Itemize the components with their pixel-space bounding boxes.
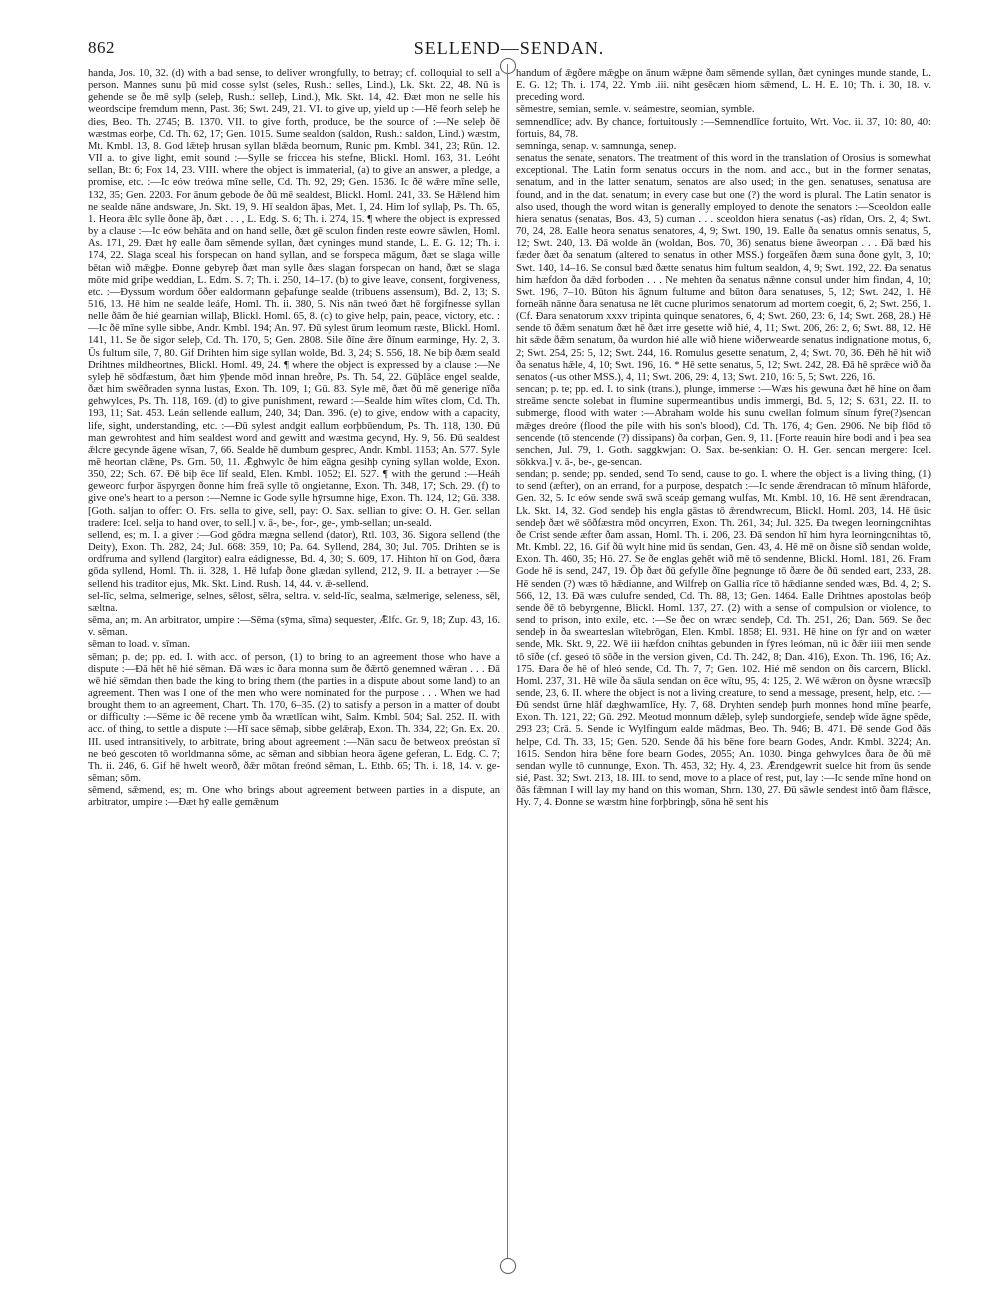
entry-sendan: sendan; p. sende; pp. sended, send To send, cause to go. I. where the object is a living thing, (1) to send (æfter), on an errand, for a purpose, despatch :—Ic sende ǣrendracan tō mīnum hlāforde, Gen. 32, 5. Ic eów sende swā swā sceáp gemang wulfas, Mt. Kmbl. 10, 16. Hē sent ǣrendracan, Lk. Skt. 14, 32. God sendeþ his engla gāstas tō ǣrendwrecum, Blickl. Homl. 203, 14. Hē ūsic sendeþ ðæt wē sōðfæstra mōd oncyrren, Exon. Th. 261, 34; Jul. 325. Ða twegen leorningcnihtas ðe Crist sende æfter ðam assan, Homl. Th. i. 206, 23. Ðā sendon hī him hyra leorningcnihtas tō, Mt. Kmbl. 22, 16. Gif ðū wylt hine mid ūs sendan, Gen. 43, 4. Hē mē on ðisne sīð sendan wolde, Exon. Th. 460, 35; Hö. 27. Se ðe englas gehēt wið mē tō sendenne, Blickl. Homl. 181, 26. Fram Gode hē is send, 247, 19. Ōþ ðæt ðū gefylle ðīne þegnunge tō ðære ðe ðū sended eart, 233, 28. Hē senden (?) wæs tō hǣdianne, and Wilfreþ on Gallia rīce tō hǣdianne sended wæs, Bd. 4, 2; S. 566, 12, 13. Ðā wæs culufre sended, Cd. Th. 88, 13; Gen. 1464. Ealle Drihtnes apostolas beóþ sende ðē tō bebyrgenne, Blickl. Homl. 137, 27. (2) with a sense of compulsion or violence, to send to prison, into exile, etc. :—Se ðec on wræc sendeþ, Cd. Th. 251, 26; Dan. 569. Se ðec sendeþ in ða swearteslan wītebrōgan, Elen. Kmbl. 1858; El. 931. Hē hine on fȳr and on wæter sende, Mk. Skt. 9, 22. Wē iii hæfdon cnihtas gebunden in fȳres leóman, nū ic ðǣr iiii men sende tō sīðe (cf. geseó tō sōðe in the version given, Cd. Th. 242, 8; Dan. 416), Exon. Th. 196, 16; Az. 175. Ðara ðe hē of hleó sende, Cd. Th. 7, 7; Gen. 102. Hié mē sendon on ðis carcern, Blickl. Homl. 237, 31. Hē wile ða sāula sendan on ēce wītu, 95, 4: 125, 2. Wē wǣron on ðysne wræcsīþ sende, 23, 6. II. where the object is not a living creature, to send a message, present, help, etc. :—Ðū sendst ūrne hlāf dæghwamlīce, Hy. 7, 68. Dryhten sendeþ þurh monnes hond mīne þearfe, Exon. Th. 121, 22; Gū. 292. Meotud monnum dǣleþ, syleþ sundorgiefe, sendeþ wīde āgne spēde, 293 23; Crā. 5. Sende ic Wylfingum ealde mādmas, Beo. Th. 946; B. 471. Ðē sende God ðās helpe, Cd. Th. 33, 15; Gen. 520. Sende ðā his bēne fore bearn Godes, Andr. Kmbl. 3224; An. 1615. Sendon hira bēne fore bearn Godes, 2055; An. 1030. Þinga gehwylces ðara ðe ðū mē sendan wylle tō cunnunge, Exon. Th. 453, 32; Hy. 4, 23. Ǣrendgewrit suelce hit from ūs sende sié, Past. 32; Swt. 213, 18. III. to send, move to a place of rest, put, lay :—Ic sende mīne hond on ðās fǣmnan I will lay my hand on this woman, Shrn. 130, 27. Ðū sāwle sendest intō ðam flǣsce, Hy. 7, 4. Ðonne se wæstm hine forþbringþ, sōna hē sent his [516, 469, 931, 809]
entry-selle-continued: handa, Jos. 10, 32. (d) with a bad sense, to deliver wrongfully, to betray; cf. colloquial to sell a person. Mannes sunu þū mid cosse sylst (seles, Rush.: selles, Lind.), Lk. Skt. 22, 48. Nū is gehende se ðe mē sylþ (seleþ, Rush.: selleþ, Lind.), Mk. Skt. 14, 42. Ðæt mon ne selle his weordscipe fremdum menn, Past. 36; Swt. 249, 21. VI. to give up, yield up :—Hē feorh seleþ he dies, Beo. Th. 2745; B. 1370. VII. to give forth, produce, be the source of :—Ne seleþ ðē wæstmas eorþe, Cd. Th. 62, 17; Gen. 1015. Sume sealdon (saldon, Rush.: saldon, Lind.) wæstm, Mt. Kmbl. 13, 8. God lǣteþ hrusan syllan blǣda beornum, Runic pm. Kmbl. 341, 23; Rūn. 12. VII a. to give light, emit sound :—Sylle se friccea his stefne, Blickl. Homl. 163, 31. Leóht sellan, Bt: 6; Fox 14, 23. VIII. where the object is immaterial, (a) to give an answer, a pledge, a promise, etc. :—Ic eów treówa mīne selle, Cd. Th. 92, 29; Gen. 1536. Ic ðē wǣre mīne selle, 132, 35; Gen. 2203. For ānum gebode ðe ðū mē sealdest, Blickl. Homl. 241, 33. Se Hǣlend him ne sealde nāne andsware, Jn. Skt. 19, 9. Hī sealdon āþas, Met. 1, 24. Him lof syllaþ, Ps. Th. 65, 1. Heora ǣlc sylle ðone āþ, ðæt . . . , L. Edg. S. 6; Th. i. 274, 15. ¶ where the object is expressed by a clause :—Ic eów behāta and on hand selle, ðæt gē sculon finden reste eowre sāwlen, Homl. As. 171, 29. Ðæt hȳ ealle ðam sēmende syllan, ðæt cyninges mund stande, L. E. G. 12; Th. i. 174, 22. Slaga sceal his forspecan on hand syllan, and se forspeca māgum, ðæt se slaga wille bētan wið mǣgþe. Ðonne gebyreþ ðæt man sylle ðæs slagan forspecan on hand, ðæt se slaga mōte mid griþe weddian, L. Edm. S. 7; Th. i. 250, 14–17. (b) to give leave, consent, forgiveness, etc. :—Ðyssum wordum ōðer ealdormann geþafunge sealde (tribuens assensum), Bd. 2, 13; S. 516, 13. Hē him ne sealde leáfe, Homl. Th. ii. 380, 5. Nis nān tweó ðæt hē forgifnesse syllan nelle ðām ðe hié gearnian willaþ, Blickl. Homl. 65, 8. (c) to give help, pain, peace, victory, etc. :—Ic ðē mīne sylle sibbe, Andr. Kmbl. 194; An. 97. Ðū sylest ūrum leomum ræste, Blickl. Homl. 141, 11. Se ðe sigor seleþ, Cd. Th. 170, 5; Gen. 2808. Sile ðīne ǣre ðīnum earminge, Hy. 2, 3. Ūs fultum sile, 7, 80. Gif Drihten him sige syllan wolde, Bd. 3, 24; S. 556, 18. Ne biþ ðæm seald Drihtnes mildheortnes, Blickl. Homl. 49, 24. ¶ where the object is expressed by a clause :—Ne syleþ hē sōdfæstum, ðæt him ȳþende mōd innan hreðre, Ps. Th. 54, 22. Gūþlāce engel sealde, ðæt him swēðraden synna lustas, Exon. Th. 109, 1; Gū. 83. Syle mē, ðæt ðū mē generige nīða gehwylces, Ps. Th. 118, 169. (d) to give punishment, reward :—Sealde him wītes clom, Cd. Th. 193, 11; Sat. 453. Leán sellende eallum, 240, 34; Dan. 396. (e) to give, endow with a capacity, life, sight, understanding, etc. :—Ðū sylest andgit eallum eorþbūendum, Ps. Th. 118, 130. Ðū man gewrohtest and him sealdest word and gewitt and wæstma gecynd, Hy. 9, 56. Ðū sealdest ǣlcre gecynde āgene wīsan, 7, 66. Sealde hē dumbum gesprec, Andr. Kmbl. 1153; An. 577. Syle mē heortan clǣne, Ps. Grn. 50, 11. Ǣghwylc ðe him eāgna gesihþ cyning syllan wolde, Exon. 350, 22; Sch. 67. Ðē biþ ēce līf seald, Elen. Kmbl. 1052; El. 527. ¶ with the gerund :—Heáh geweorc furþor āspyrgen ðonne him freā sylle tō ongietanne, Exon. Th. 348, 17; Sch. 29. (f) to give one's heart to a person :—Nemne ic Gode sylle hȳrsumne hige, Exon. Th. 124, 12; Gū. 338. [Goth. saljan to offer: O. Frs. sella to give, sell, pay: O. Sax. sellian to give: O. H. Ger. sellan tradere: Icel. selja to hand over, to sell.] v. ā-, be-, for-, ge-, ymb-sellan; un-seald. [88, 68, 500, 529]
entry-sencan: sencan; p. te; pp. ed. I. to sink (trans.), plunge, immerse :—Wæs his gewuna ðæt hē hine on ðam streāme sencte solebat in flumine supermeantibus undis immergi, Bd. 5, 12; S. 631, 22. II. to submerge, flood with water :—Abraham wolde his sunu cwellan folmum sīnum fȳre(?)sencan mǣges dreóre (flood the pile with his son's blood), Cd. Th. 176, 4; Gen. 2906. Ne biþ flōd tō sencende (tō stencende (?) dissipans) ða corþan, Gen. 9, 11. [Forte reauin hire bodi and i þea sea senchen, Jul. 79, 1. Goth. saggkwjan: O. Sax. be-senkian: O. H. Ger. sencan mergere: Icel. sökkva.] v. ā-, be-, ge-sencan. [516, 384, 931, 468]
entry-sema: sēma, an; m. An arbitrator, umpire :—Sēma (sȳma, sīma) sequester, Ǣlfc. Gr. 9, 18; Zup. 43, 16. v. sēman. [88, 615, 500, 639]
entry-sel-lic: sel-līc, selma, selmerige, selnes, sēlost, sēlra, seltra. v. seld-līc, sealma, sælmerige, seleness, sēl, sæltna. [88, 590, 500, 614]
left-column [88, 68, 500, 1273]
column-divider-ornament-bottom [500, 1258, 516, 1274]
entry-semninga: semninga, senap. v. samnunga, senep. [516, 140, 677, 152]
entry-seman-load: sēman to load. v. sīman. [88, 639, 190, 651]
entry-sellend: sellend, es; m. I. a giver :—God gōdra mægna sellend (dator), Rtl. 103, 36. Sigora sellend (the Deity), Exon. Th. 282, 24; Jul. 668: 359, 10; Pa. 64. Syllend, 284, 30; Jul. 705. Drihten se is ordfruma and syllend (largitor) ealra eádignesse, Bd. 4, 30; S. 609, 17. Hihton hī on God, ðæra gōda syllend, Homl. Th. ii. 328, 1. Hē lufaþ ðone glædan syllend, 212, 9. II. a betrayer :—Se sellend his traditor ejus, Mk. Skt. Lind. Rush. 14, 44. v. ǣ-sellend. [88, 529, 500, 590]
running-head: SELLEND—SENDAN. [413, 38, 605, 58]
entry-seman: sēman; p. de; pp. ed. I. with acc. of person, (1) to bring to an agreement those who have a dispute :—Ðā hēt hē hié sēman. Ðā wæs ic ðara monna sum ðe ðǣrtō genemned wǣran . . . Ðā wē hié sēmdan then bade the king to bring them (the parties in a dispute about some land) to an agreement. Then was I one of the men who were nominated for the purpose . . . When we had brought them to an agreement, Chart. Th. 170, 6–35. (2) to satisfy a person in a matter of doubt or difficulty :—Sēme ic ðē recene ymb ða wrætlīcan wiht, Salm. Kmbl. 504; Sal. 252. II. with acc. of thing, to settle a dispute :—Hī sace sēmaþ, sibbe gelǣraþ, Exon. Th. 334, 22; Gn. Ex. 20. III. used intransitively, to arbitrate, bring about agreement :—Nān sacu ðe betweox preóstan sī ne beó gescoten tō worldmanna sōme, ac sēman and sibbian heora āgene geferan, L. Edg. C. 7; Th. ii. 246, 6. Gif hē hwelt weorð, ðǣr mōtan freónd sēman, L. Ethb. 65; Th. i. 18, 14. v. ge-sēman; sōm. [88, 651, 500, 785]
column-divider-ornament-top [500, 58, 516, 74]
entry-semestre: sēmestre, semian, semle. v. seámestre, seomian, symble. [516, 104, 755, 116]
entry-semend: sēmend, sǣmend, es; m. One who brings about agreement between parties in a dispute, an arbitrator, umpire :—Ðæt hȳ ealle gemǣnum [88, 785, 500, 809]
right-column [516, 68, 931, 1273]
page-number: 862 [88, 38, 115, 57]
entry-semnendlice: semnendlīce; adv. By chance, fortuitously :—Semnendlīce fortuito, Wrt. Voc. ii. 37, 10: 80, 40: fortuis, 84, 78. [516, 116, 931, 140]
column-divider-rule [507, 64, 508, 1264]
entry-semend-continued: handum of ǣgðere mǣgþe on ānum wǣpne ðam sēmende syllan, ðæt cyninges munde stande, L. E. G. 12; Th. i. 174, 22. Ymb .iii. niht gesēcæn hiom sǣmend, L. H. E. 10; Th. i. 30, 18. v. preceding word. [516, 68, 931, 104]
entry-senatus: senatus the senate, senators. The treatment of this word in the translation of Orosius is somewhat exceptional. The Latin form senatus occurs in the nom. and acc., but in the former senatas, senatum, and in the latter senatum, senatos are also used; in the gen. senatuses, senatusa are found, and in the dat. senatum; in every case but one (?) the word is plural. The Latin senator is also used, though the word witan is generally employed to denote the senators :—Sceoldon ealle hiera senatus (senatas, Bos. 43, 5) cuman . . . sceoldon hiera senatus (-as) rīdan, Ors. 2, 4; Swt. 70, 24, 28. Ealle heora senatus senatores, 4, 9; Swt. 190, 19. Ealle ða senatus omnis senatus, 5, 12; Swt. 240, 13. Ðā wolde ān (woldan, Bos. 70, 36) senatus biene āweorpan . . . Ðā bæd his fæder ðæt ða senatum (altered to senatus in other MSS.) forgeāfen ðæm suna ðone gylt, 3, 10; Swt. 140, 14–16. Se consul bæd ðætte senatus him fultum sealdon, 4, 9; Swt. 192, 22. Ða senatus him hæfdon ða dǣd forboden . . . Ne mehten ða senatus nǣnne consul under him findan, 4, 10; Swt. 196, 7–10. Būton his āgnum fultume and būton ðara senatuses, 5, 12; Swt. 242, 1. Hē forneāh nānne ðara senatusa ne lēt cucne plurimos senatorum ad mortem coegit, 6, 2; Swt. 256, 1. (Cf. Ðara senatorum xxxv tripinta quinque senatores, 6, 4; Swt. 260, 23: 6, 14; Swt. 268, 28.) Hē sende tō ðǣm senatum ðæt hē ðæt irre gesette wið hié, 4, 11; Swt. 206, 26: 2, 6; Swt. 88, 12. Hē hit sǣde ðǣm senatum, ða wurdon hié alle wið hiene wiðerwearde senatus indignatione motus, 6, 2; Swt. 254, 25: 5, 12; Swt. 244, 16. Romulus gesette senatum, 2, 4; Swt. 70, 36. Ðēh hē hit wið ða senatus hǣle, 4, 10; Swt. 196, 16. * Hē sette senatus, 5, 12; Swt. 242, 28. Ðā hē sprǣce wið ða senatos (-us other MSS.), 4, 11; Swt. 206, 29: 4, 13; Swt. 210, 16: 5, 5; Swt. 226, 16. [516, 153, 931, 383]
